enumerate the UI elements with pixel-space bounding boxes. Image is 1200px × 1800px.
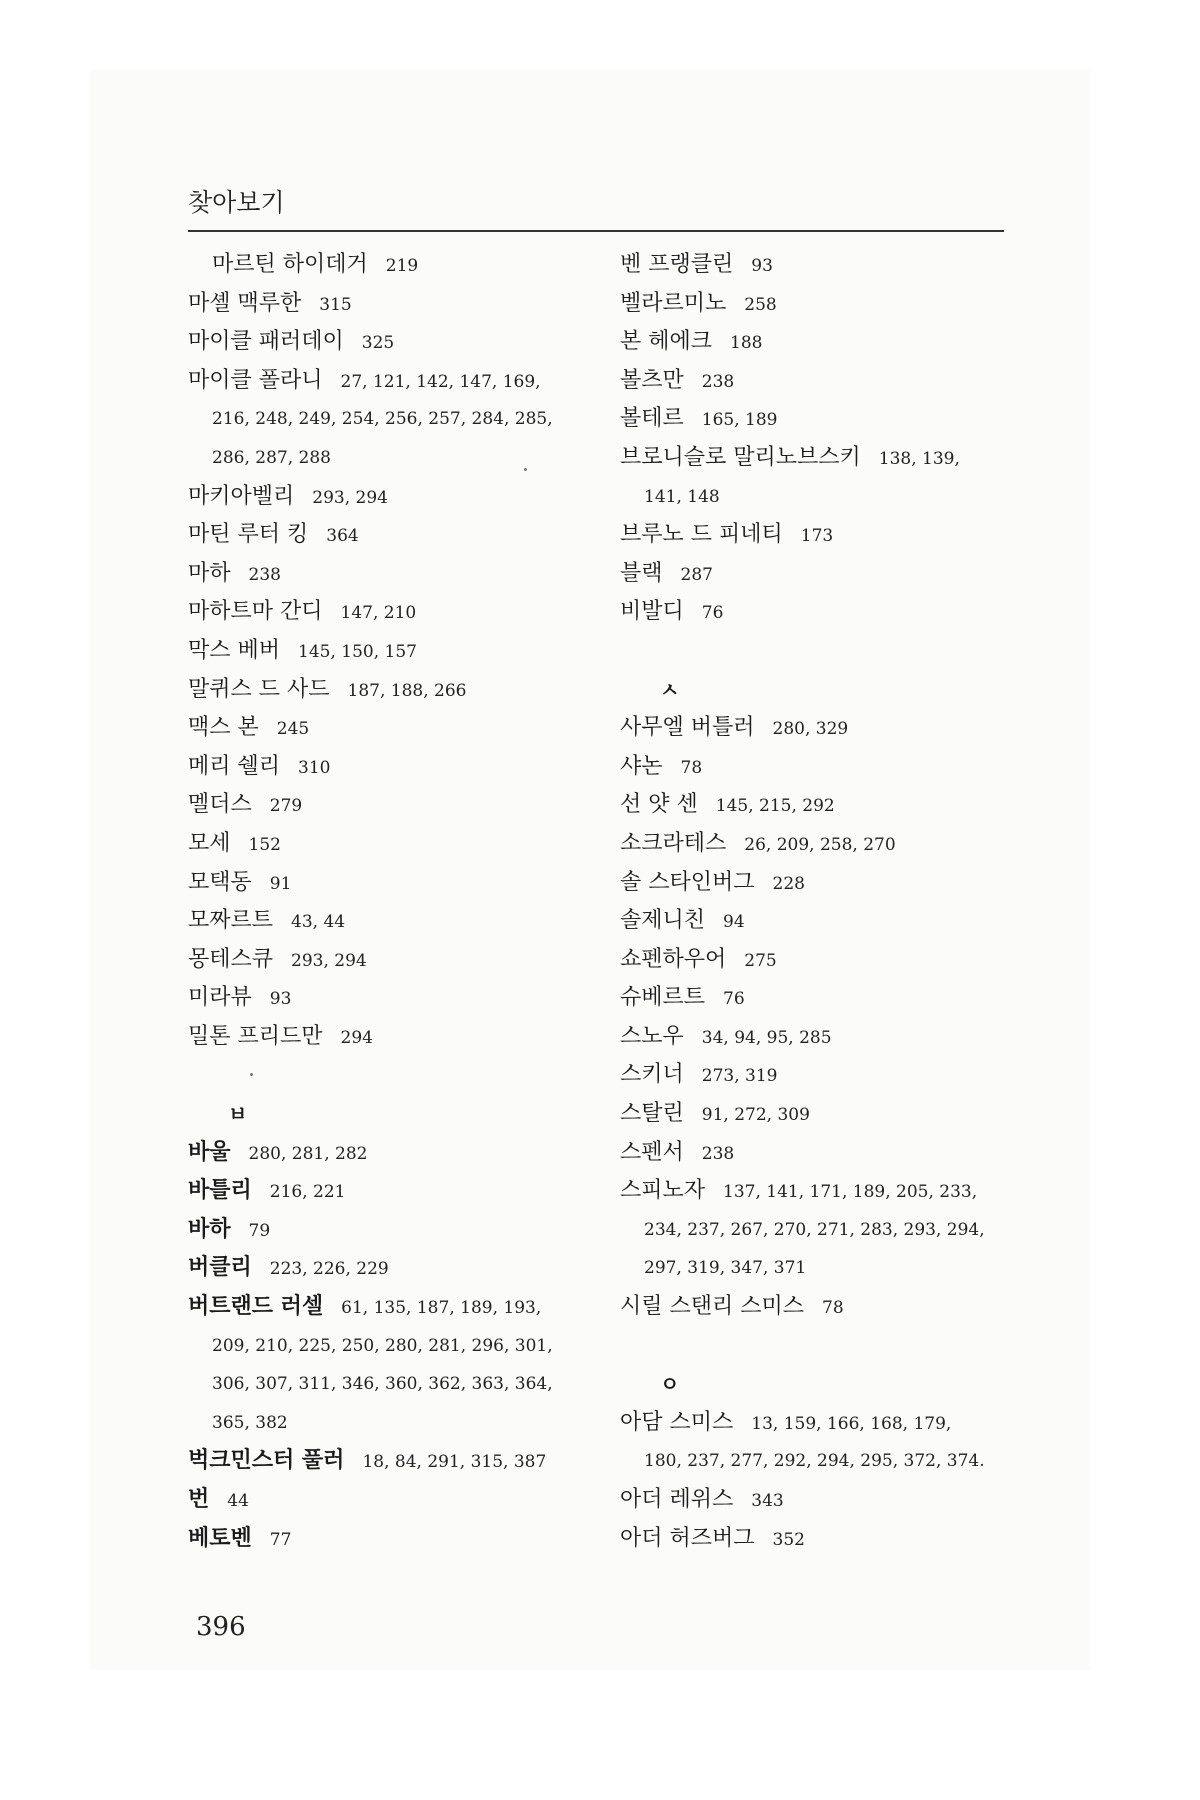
- index-entry: [188, 1442, 608, 1481]
- entry-name: 멜더스: [188, 792, 252, 818]
- page-references: 216, 221: [269, 1182, 346, 1203]
- entry-name: 볼츠만: [620, 367, 684, 393]
- entry-name: 미라뷰: [188, 985, 252, 1011]
- page-references: 238: [701, 371, 735, 392]
- index-entry: [620, 1056, 1040, 1095]
- index-entry: [188, 246, 608, 285]
- page-references: 228: [772, 873, 805, 894]
- page-references: 188: [730, 333, 763, 354]
- page-references: 238: [701, 1143, 735, 1164]
- entry-name: 슈베르트: [620, 985, 706, 1011]
- page-references: 364: [326, 526, 359, 547]
- page-references: 187, 188, 266: [347, 680, 467, 701]
- index-entry: [188, 516, 608, 555]
- entry-name: 벅크민스터 풀러: [188, 1448, 345, 1474]
- entry-name: 메리 쉘리: [188, 753, 281, 779]
- index-entry: [188, 786, 608, 825]
- index-entry: [620, 748, 1040, 787]
- page-references: 141, 148: [644, 486, 720, 507]
- page-references: 44: [227, 1491, 249, 1511]
- entry-name: 솔제니친: [620, 908, 706, 934]
- index-entry: [620, 979, 1040, 1018]
- index-entry-continuation: [620, 1442, 1040, 1481]
- page-references: 147, 210: [340, 603, 417, 624]
- page-references: 94: [723, 912, 745, 933]
- index-entry: [620, 902, 1040, 941]
- page-references: 286, 287, 288: [212, 447, 331, 468]
- entry-name: 베토벤: [188, 1525, 252, 1551]
- entry-name: 마셸 맥루한: [188, 290, 302, 316]
- index-entry: [188, 1134, 608, 1173]
- entry-name: 밀톤 프리드만: [188, 1023, 323, 1049]
- entry-name: 모짜르트: [188, 908, 274, 934]
- entry-name: 아더 허즈버그: [620, 1525, 755, 1551]
- index-entry: [188, 593, 608, 632]
- entry-name: 스키너: [620, 1062, 684, 1088]
- index-entry: [188, 1481, 608, 1520]
- index-entry: [188, 941, 608, 980]
- index-entry: [188, 1211, 608, 1250]
- page-references: 138, 139,: [878, 448, 960, 469]
- page-references: 258: [744, 294, 777, 315]
- page-references: 18, 84, 291, 315, 387: [362, 1452, 547, 1473]
- page-references: 91: [269, 873, 292, 894]
- page-references: 275: [744, 950, 777, 971]
- entry-name: 스노우: [620, 1023, 684, 1049]
- page-references: 78: [822, 1298, 844, 1319]
- section-letter: ㅇ: [660, 1372, 680, 1397]
- index-entry: [188, 748, 608, 787]
- page-references: 165, 189: [701, 410, 778, 431]
- entry-name: 마이클 폴라니: [188, 367, 323, 393]
- index-entry: [620, 1288, 1040, 1327]
- entry-name: 아담 스미스: [620, 1409, 734, 1435]
- page-references: 365, 382: [212, 1412, 288, 1433]
- index-column-left: [188, 246, 608, 1558]
- page-references: 293, 294: [312, 487, 388, 508]
- page-references: 79: [248, 1220, 271, 1241]
- entry-name: 마르틴 하이데거: [212, 252, 368, 277]
- index-entry: [620, 362, 1040, 401]
- index-entry: [188, 632, 608, 671]
- index-entry-continuation: [188, 439, 608, 478]
- page-references: 352: [772, 1529, 805, 1550]
- page-references: 34, 94, 95, 285: [701, 1027, 832, 1048]
- page-references: 306, 307, 311, 346, 360, 362, 363, 364,: [212, 1374, 553, 1395]
- index-entry: [188, 709, 608, 748]
- index-entry: [620, 516, 1040, 555]
- page-references: 293, 294: [291, 950, 367, 971]
- page-references: 61, 135, 187, 189, 193,: [341, 1298, 542, 1319]
- page-references: 91, 272, 309: [701, 1105, 810, 1126]
- entry-name: 모세: [188, 830, 231, 856]
- page-references: 315: [319, 294, 352, 315]
- index-entry: [620, 285, 1040, 324]
- index-entry: [620, 1095, 1040, 1134]
- index-entry: [188, 902, 608, 941]
- entry-name: 스펜서: [620, 1139, 684, 1165]
- entry-name: 샤논: [620, 753, 663, 779]
- running-head: 찾아보기: [188, 188, 285, 217]
- index-entry: [188, 1249, 608, 1288]
- index-entry: [620, 1520, 1040, 1559]
- entry-name: 마키아벨리: [188, 483, 295, 509]
- index-column-right: [620, 246, 1040, 1558]
- page-references: 238: [248, 564, 281, 585]
- page-references: 145, 150, 157: [298, 641, 417, 662]
- entry-name: 비발디: [620, 599, 684, 625]
- entry-name: 볼테르: [620, 406, 684, 432]
- page-references: 43, 44: [291, 912, 346, 933]
- entry-name: 버트랜드 러셀: [188, 1294, 324, 1320]
- index-entry: [620, 1172, 1040, 1211]
- entry-name: 선 얏 센: [620, 792, 698, 818]
- index-entry-continuation: [620, 1249, 1040, 1288]
- entry-name: 쇼펜하우어: [620, 946, 727, 972]
- index-entry: [620, 786, 1040, 825]
- entry-name: 본 헤에크: [620, 329, 713, 355]
- page-references: 209, 210, 225, 250, 280, 281, 296, 301,: [212, 1335, 553, 1356]
- page-references: 27, 121, 142, 147, 169,: [340, 371, 541, 392]
- index-entry: [188, 979, 608, 1018]
- page-references: 279: [269, 796, 303, 817]
- index-entry-continuation: [188, 1327, 608, 1366]
- index-entry: [620, 246, 1040, 285]
- index-entry: [188, 478, 608, 517]
- index-entry-continuation: [188, 400, 608, 439]
- entry-name: 마하: [188, 560, 231, 586]
- index-entry: [620, 1404, 1040, 1443]
- page-references: 234, 237, 267, 270, 271, 283, 293, 294,: [644, 1219, 985, 1240]
- page-references: 152: [248, 834, 281, 855]
- index-entry: [188, 362, 608, 401]
- index-entry: [188, 825, 608, 864]
- page-references: 216, 248, 249, 254, 256, 257, 284, 285,: [212, 409, 553, 430]
- page-references: 180, 237, 277, 292, 294, 295, 372, 374.: [644, 1451, 985, 1472]
- index-entry: [188, 1288, 608, 1327]
- index-entry: [188, 671, 608, 710]
- header-rule: [188, 230, 1004, 232]
- section-letter: ㅅ: [660, 677, 680, 702]
- index-entry: [620, 593, 1040, 632]
- entry-name: 아더 레위스: [620, 1487, 734, 1512]
- entry-name: 블랙: [620, 560, 663, 586]
- page-references: 145, 215, 292: [715, 796, 835, 817]
- index-entry: [188, 323, 608, 362]
- page-references: 26, 209, 258, 270: [744, 834, 896, 855]
- page-references: 343: [751, 1491, 784, 1511]
- entry-name: 말퀴스 드 사드: [188, 676, 330, 702]
- entry-name: 브로니슬로 말리노브스키: [620, 444, 861, 470]
- page-references: 77: [269, 1529, 292, 1550]
- entry-name: 벨라르미노: [620, 290, 727, 316]
- entry-name: 스탈린: [620, 1101, 684, 1127]
- index-entry: [620, 323, 1040, 362]
- index-entry-continuation: [188, 1404, 608, 1443]
- entry-name: 막스 베버: [188, 637, 281, 663]
- entry-name: 바울: [188, 1139, 231, 1165]
- page-references: 297, 319, 347, 371: [644, 1258, 807, 1279]
- entry-name: 바틀리: [188, 1178, 252, 1204]
- entry-name: 모택동: [188, 869, 252, 895]
- index-entry: [620, 1134, 1040, 1173]
- page-references: 173: [800, 526, 834, 547]
- index-entry: [188, 555, 608, 594]
- index-entry-continuation: [620, 1211, 1040, 1250]
- index-entry: [188, 1520, 608, 1559]
- page-references: 310: [298, 757, 331, 778]
- index-entry: [188, 1172, 608, 1211]
- entry-name: 소크라테스: [620, 830, 727, 856]
- index-entry: [620, 941, 1040, 980]
- index-entry: [188, 864, 608, 903]
- index-entry: [620, 1481, 1040, 1520]
- index-entry-continuation: [620, 478, 1040, 517]
- page-references: 93: [751, 256, 773, 276]
- section-gap: [620, 632, 1040, 671]
- index-entry-continuation: [188, 1365, 608, 1404]
- entry-name: 번: [188, 1487, 210, 1512]
- entry-name: 브루노 드 피네티: [620, 522, 783, 548]
- entry-name: 마이클 패러데이: [188, 329, 344, 355]
- page-references: 280, 329: [772, 719, 849, 740]
- page-references: 93: [269, 989, 292, 1010]
- entry-name: 몽테스큐: [188, 946, 274, 972]
- index-entry: [620, 825, 1040, 864]
- page-references: 219: [385, 256, 419, 276]
- index-entry: [620, 864, 1040, 903]
- index-entry: [620, 709, 1040, 748]
- page-references: 76: [701, 603, 724, 624]
- print-speck: [524, 468, 527, 471]
- page-references: 78: [680, 757, 703, 778]
- page-references: 13, 159, 166, 168, 179,: [751, 1413, 952, 1434]
- index-entry: [620, 439, 1040, 478]
- page-references: 280, 281, 282: [248, 1143, 368, 1164]
- index-entry: [620, 400, 1040, 439]
- page-number: 396: [196, 1612, 246, 1642]
- section-gap: [620, 1327, 1040, 1366]
- page-references: 294: [340, 1027, 373, 1048]
- page-references: 76: [723, 989, 745, 1010]
- page-references: 137, 141, 171, 189, 205, 233,: [723, 1182, 978, 1203]
- entry-name: 시릴 스탠리 스미스: [620, 1294, 805, 1320]
- entry-name: 스피노자: [620, 1178, 706, 1204]
- page-references: 245: [276, 719, 310, 740]
- entry-name: 맥스 본: [188, 715, 259, 741]
- page-references: 273, 319: [701, 1066, 778, 1087]
- page-references: 325: [361, 333, 395, 354]
- entry-name: 벤 프랭클린: [620, 252, 734, 277]
- section-letter: ㅂ: [228, 1102, 248, 1127]
- entry-name: 바하: [188, 1216, 231, 1242]
- index-entry: [188, 285, 608, 324]
- page-references: 287: [680, 564, 713, 585]
- index-entry: [620, 555, 1040, 594]
- entry-name: 사무엘 버틀러: [620, 715, 755, 741]
- page-references: 223, 226, 229: [269, 1259, 389, 1280]
- entry-name: 솔 스타인버그: [620, 869, 755, 895]
- entry-name: 마하트마 간디: [188, 599, 323, 625]
- print-speck: [250, 1073, 253, 1076]
- entry-name: 버클리: [188, 1255, 252, 1281]
- index-entry: [620, 1018, 1040, 1057]
- entry-name: 마틴 루터 킹: [188, 522, 309, 548]
- index-entry: [188, 1018, 608, 1057]
